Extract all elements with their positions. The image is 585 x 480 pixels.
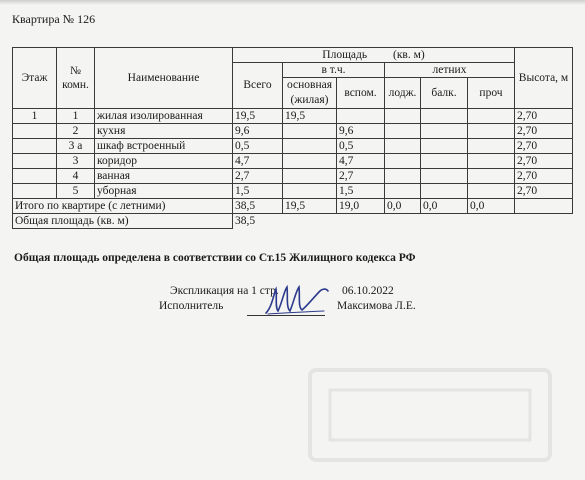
cell-other: [468, 139, 515, 154]
cell-other: [468, 124, 515, 139]
cell-main: [283, 154, 337, 169]
header-other: проч: [468, 78, 515, 109]
header-name: Наименование: [95, 48, 233, 109]
table-row: [13, 154, 573, 169]
table-row: [13, 169, 573, 184]
cell-main: 19,5: [283, 109, 337, 124]
cell-room: 3: [57, 154, 95, 169]
cell-loggia: [385, 154, 421, 169]
cell-name: ванная: [95, 169, 233, 184]
cell-height: 2,70: [515, 124, 573, 139]
totals-loggia: 0,0: [385, 199, 421, 214]
header-total: Всего: [233, 63, 283, 109]
cell-total: 0,5: [233, 139, 283, 154]
cell-room: 1: [57, 109, 95, 124]
cell-other: [468, 154, 515, 169]
table-row: [13, 139, 573, 154]
cell-room: 4: [57, 169, 95, 184]
cell-aux: 4,7: [337, 154, 385, 169]
document-date: 06.10.2022: [342, 285, 394, 297]
legal-note: Общая площадь определена в соответствии со Ст.15 Жилищного кодекса РФ: [14, 252, 416, 264]
cell-main: [283, 169, 337, 184]
cell-main: [283, 124, 337, 139]
cell-name: уборная: [95, 184, 233, 199]
header-summer: летних: [385, 63, 515, 78]
totals-aux: 19,0: [337, 199, 385, 214]
overall-area-label: Общая площадь (кв. м): [13, 214, 233, 229]
table-row: [13, 109, 573, 124]
totals-other: 0,0: [468, 199, 515, 214]
executor-name: Максимова Л.Е.: [337, 300, 416, 312]
header-room-no: № комн.: [57, 48, 95, 109]
cell-height: 2,70: [515, 184, 573, 199]
cell-floor: [13, 169, 57, 184]
cell-balcony: [421, 154, 468, 169]
header-floor: Этаж: [13, 48, 57, 109]
explication-table: [12, 47, 573, 229]
cell-floor: [13, 184, 57, 199]
cell-floor: [13, 139, 57, 154]
header-area: Площадь (кв. м): [233, 48, 515, 63]
cell-balcony: [421, 109, 468, 124]
cell-room: 3 а: [57, 139, 95, 154]
apartment-title: Квартира № 126: [12, 12, 96, 26]
explication-pages: Экспликация на 1 стр.: [170, 285, 279, 297]
cell-aux: 9,6: [337, 124, 385, 139]
totals-height-empty: [515, 199, 573, 214]
cell-balcony: [421, 124, 468, 139]
totals-row: [13, 199, 573, 214]
totals-main: 19,5: [283, 199, 337, 214]
totals-balcony: 0,0: [421, 199, 468, 214]
cell-loggia: [385, 139, 421, 154]
cell-other: [468, 109, 515, 124]
overall-area-value: 38,5: [233, 214, 573, 229]
cell-loggia: [385, 109, 421, 124]
cell-height: 2,70: [515, 154, 573, 169]
cell-total: 19,5: [233, 109, 283, 124]
cell-height: 2,70: [515, 139, 573, 154]
cell-name: коридор: [95, 154, 233, 169]
cell-room: 5: [57, 184, 95, 199]
cell-floor: [13, 154, 57, 169]
cell-floor: 1: [13, 109, 57, 124]
cell-height: 2,70: [515, 109, 573, 124]
cell-name: шкаф встроенный: [95, 139, 233, 154]
header-loggia: лодж.: [385, 78, 421, 109]
table-row: [13, 124, 573, 139]
cell-loggia: [385, 124, 421, 139]
cell-aux: [337, 109, 385, 124]
header-aux: вспом.: [337, 78, 385, 109]
cell-main: [283, 184, 337, 199]
header-main: основная (жилая): [283, 78, 337, 109]
cell-other: [468, 169, 515, 184]
cell-name: жилая изолированная: [95, 109, 233, 124]
cell-name: кухня: [95, 124, 233, 139]
totals-total: 38,5: [233, 199, 283, 214]
cell-balcony: [421, 184, 468, 199]
overall-area-row: [13, 214, 573, 229]
executor-label: Исполнитель: [159, 300, 224, 312]
handwritten-signature: [262, 283, 332, 319]
cell-balcony: [421, 139, 468, 154]
cell-aux: 2,7: [337, 169, 385, 184]
cell-floor: [13, 124, 57, 139]
cell-aux: 1,5: [337, 184, 385, 199]
cell-total: 4,7: [233, 154, 283, 169]
cell-balcony: [421, 169, 468, 184]
cell-main: [283, 139, 337, 154]
header-incl: в т.ч.: [283, 63, 385, 78]
cell-height: 2,70: [515, 169, 573, 184]
cell-other: [468, 184, 515, 199]
table-row: [13, 184, 573, 199]
cell-aux: 0,5: [337, 139, 385, 154]
header-height: Высота, м: [515, 48, 573, 109]
background-watermark: [300, 360, 560, 470]
cell-total: 2,7: [233, 169, 283, 184]
totals-label: Итого по квартире (с летними): [13, 199, 233, 214]
header-balcony: балк.: [421, 78, 468, 109]
scan-top-edge: [0, 0, 585, 5]
cell-room: 2: [57, 124, 95, 139]
cell-loggia: [385, 184, 421, 199]
cell-total: 9,6: [233, 124, 283, 139]
cell-loggia: [385, 169, 421, 184]
cell-total: 1,5: [233, 184, 283, 199]
